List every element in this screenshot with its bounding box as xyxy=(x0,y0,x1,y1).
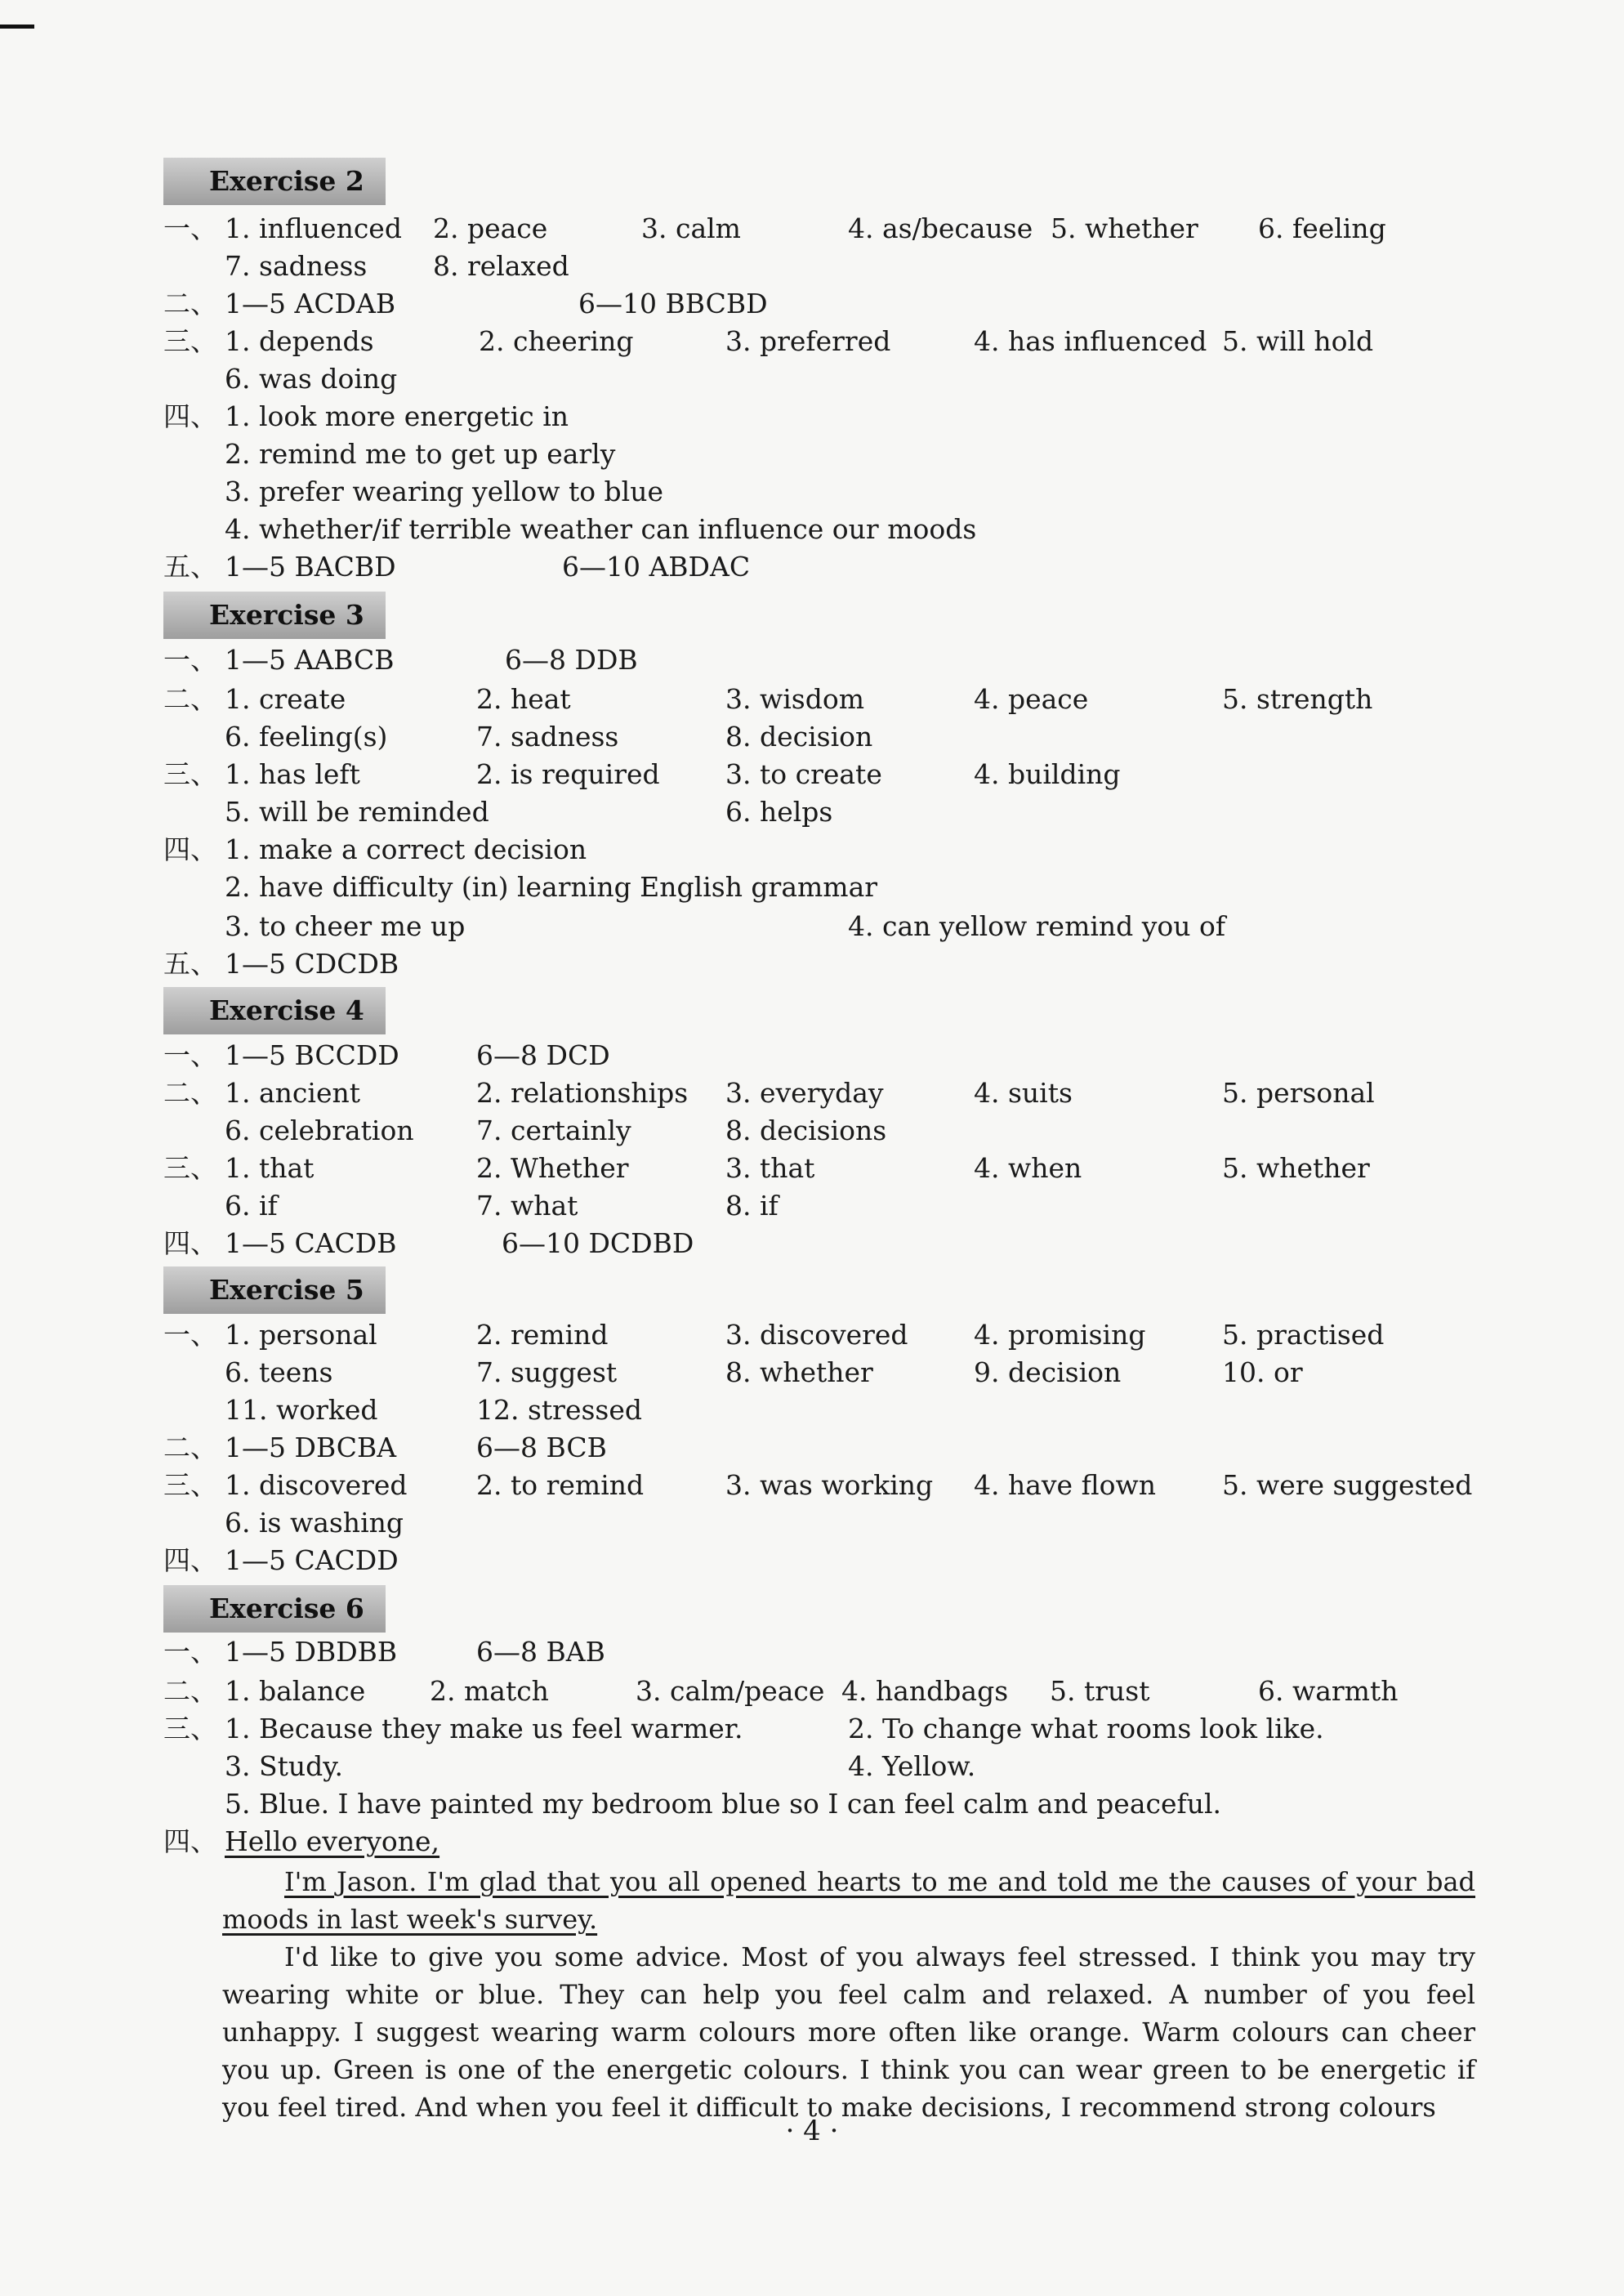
answer: 1. ancient xyxy=(225,1077,360,1109)
answer: 3. everyday xyxy=(725,1077,884,1109)
answer: 5. whether xyxy=(1051,212,1198,244)
section-number: 四、 xyxy=(163,1825,217,1857)
answer: 2. match xyxy=(430,1675,549,1707)
answer: 3. to create xyxy=(725,758,882,790)
answer: 7. certainly xyxy=(476,1114,631,1146)
answer: 6. celebration xyxy=(225,1114,414,1146)
exercise-2-header: Exercise 2 xyxy=(163,158,386,205)
answer: 6—10 DCDBD xyxy=(502,1227,694,1259)
answer: 11. worked xyxy=(225,1394,378,1426)
answer: 2. cheering xyxy=(479,325,634,357)
answer: 4. whether/if terrible weather can influence our moods xyxy=(225,513,977,545)
answer: 5. will be reminded xyxy=(225,796,489,828)
answer: 4. suits xyxy=(974,1077,1073,1109)
answer: 4. have flown xyxy=(974,1469,1156,1501)
section-number: 一、 xyxy=(163,1039,217,1071)
answer: 4. can yellow remind you of xyxy=(848,910,1226,942)
answer: 8. decisions xyxy=(725,1114,887,1146)
answer: 1. make a correct decision xyxy=(225,833,587,865)
section-number: 一、 xyxy=(163,1319,217,1351)
section-number: 一、 xyxy=(163,212,217,244)
answer: 4. handbags xyxy=(841,1675,1009,1707)
answer: 4. promising xyxy=(974,1319,1146,1351)
answer: 5. strength xyxy=(1222,683,1373,715)
answer: 3. that xyxy=(725,1152,815,1184)
answer: 12. stressed xyxy=(476,1394,642,1426)
section-number: 四、 xyxy=(163,1227,217,1259)
answer: 8. relaxed xyxy=(433,250,569,282)
answer: 8. if xyxy=(725,1190,779,1222)
answer: 3. preferred xyxy=(725,325,891,357)
answer: 10. or xyxy=(1222,1356,1303,1388)
exercise-5-header: Exercise 5 xyxy=(163,1266,386,1314)
answer: 6—8 DCD xyxy=(476,1039,610,1071)
answer: 4. building xyxy=(974,758,1121,790)
answer: 4. Yellow. xyxy=(848,1750,976,1782)
exercise-6-header: Exercise 6 xyxy=(163,1585,386,1633)
answer: 2. remind xyxy=(476,1319,609,1351)
answer: 1. personal xyxy=(225,1319,377,1351)
answer: 1. look more energetic in xyxy=(225,400,569,432)
answer: 6. warmth xyxy=(1258,1675,1399,1707)
answer: 2. to remind xyxy=(476,1469,645,1501)
answer: 2. Whether xyxy=(476,1152,629,1184)
answer: 8. decision xyxy=(725,721,873,753)
section-number: 四、 xyxy=(163,833,217,865)
section-number: 四、 xyxy=(163,1544,217,1576)
answer: 4. peace xyxy=(974,683,1089,715)
answer: 6—8 DDB xyxy=(505,644,638,676)
answer: 5. Blue. I have painted my bedroom blue so I can feel calm and peaceful. xyxy=(225,1788,1222,1820)
answer: 6—8 BCB xyxy=(476,1432,607,1463)
answer: 5. were suggested xyxy=(1222,1469,1473,1501)
page-number: · 4 · xyxy=(785,2115,839,2147)
answer: 5. will hold xyxy=(1222,325,1374,357)
corner-mark xyxy=(0,25,34,29)
answer: 7. suggest xyxy=(476,1356,618,1388)
answer: 7. sadness xyxy=(476,721,619,753)
answer: 1—5 CACDB xyxy=(225,1227,397,1259)
section-number: 四、 xyxy=(163,400,217,432)
answer: 5. practised xyxy=(1222,1319,1385,1351)
answer: 4. when xyxy=(974,1152,1082,1184)
answer: 2. remind me to get up early xyxy=(225,438,616,470)
answer: 1. depends xyxy=(225,325,374,357)
answer: 1—5 BCCDD xyxy=(225,1039,399,1071)
answer: 6. if xyxy=(225,1190,278,1222)
answer: 6—10 BBCBD xyxy=(578,288,768,319)
section-number: 二、 xyxy=(163,683,217,715)
answer: 2. heat xyxy=(476,683,571,715)
answer: 1—5 ACDAB xyxy=(225,288,396,319)
section-number: 一、 xyxy=(163,1636,217,1668)
section-number: 三、 xyxy=(163,325,217,357)
answer: 3. Study. xyxy=(225,1750,343,1782)
answer: 1. discovered xyxy=(225,1469,408,1501)
answer: 3. calm xyxy=(641,212,741,244)
essay-body xyxy=(222,1863,1475,2126)
section-number: 三、 xyxy=(163,1713,217,1744)
section-number: 二、 xyxy=(163,1675,217,1707)
answer: 1. influenced xyxy=(225,212,402,244)
answer: 1—5 CACDD xyxy=(225,1544,399,1576)
section-number: 五、 xyxy=(163,948,217,980)
answer: 6. feeling(s) xyxy=(225,721,388,753)
exercise-4-header: Exercise 4 xyxy=(163,987,386,1034)
section-number: 二、 xyxy=(163,1077,217,1109)
exercise-3-header: Exercise 3 xyxy=(163,592,386,639)
answer: 5. personal xyxy=(1222,1077,1375,1109)
answer: 4. has influenced xyxy=(974,325,1207,357)
answer: 1. has left xyxy=(225,758,360,790)
answer: 1. balance xyxy=(225,1675,366,1707)
answer: 2. peace xyxy=(433,212,548,244)
section-number: 三、 xyxy=(163,1469,217,1501)
answer: 2. is required xyxy=(476,758,660,790)
answer: 6—8 BAB xyxy=(476,1636,605,1668)
section-number: 二、 xyxy=(163,288,217,319)
answer: 6. was doing xyxy=(225,363,398,395)
answer: 5. trust xyxy=(1050,1675,1150,1707)
answer: 1. Because they make us feel warmer. xyxy=(225,1713,743,1744)
answer: 2. have difficulty (in) learning English grammar xyxy=(225,871,878,903)
answer: 1—5 AABCB xyxy=(225,644,395,676)
answer: 5. whether xyxy=(1222,1152,1370,1184)
answer: 1—5 DBCBA xyxy=(225,1432,397,1463)
answer: 2. relationships xyxy=(476,1077,689,1109)
answer: 1—5 CDCDB xyxy=(225,948,399,980)
answer: 6—10 ABDAC xyxy=(562,551,751,583)
essay-paragraph-2: I'd like to give you some advice. Most of you always feel stressed. I think you may try wearing white or blue. They can help you feel calm and relaxed. A number of you feel unhappy. I suggest wearing warm colours more often like orange. Warm colours can cheer you up. Green is one of the energetic colours. I think you can wear green to be energetic if you feel tired. And when you feel it difficult to make decisions, I recommend strong colours xyxy=(222,1941,1475,2123)
section-number: 二、 xyxy=(163,1432,217,1463)
answer: 7. sadness xyxy=(225,250,368,282)
answer: 3. to cheer me up xyxy=(225,910,466,942)
answer: 3. discovered xyxy=(725,1319,908,1351)
answer: 1. create xyxy=(225,683,346,715)
answer: 3. prefer wearing yellow to blue xyxy=(225,476,664,507)
answer: 3. wisdom xyxy=(725,683,864,715)
answer: 3. was working xyxy=(725,1469,934,1501)
answer: 2. To change what rooms look like. xyxy=(848,1713,1324,1744)
answer: 8. whether xyxy=(725,1356,873,1388)
section-number: 一、 xyxy=(163,644,217,676)
section-number: 三、 xyxy=(163,1152,217,1184)
answer: 1. that xyxy=(225,1152,315,1184)
answer: 7. what xyxy=(476,1190,578,1222)
answer: 6. teens xyxy=(225,1356,333,1388)
answer: 1—5 DBDBB xyxy=(225,1636,398,1668)
answer: 4. as/because xyxy=(848,212,1033,244)
essay-paragraph-1: I'm Jason. I'm glad that you all opened hearts to me and told me the causes of your bad moods in last week's survey. xyxy=(222,1866,1475,1935)
answer: 3. calm/peace xyxy=(636,1675,825,1707)
answer: 6. feeling xyxy=(1258,212,1386,244)
answer: 9. decision xyxy=(974,1356,1122,1388)
answer: 6. is washing xyxy=(225,1507,404,1539)
answer: 1—5 BACBD xyxy=(225,551,396,583)
essay-greeting: Hello everyone, xyxy=(225,1825,440,1857)
section-number: 五、 xyxy=(163,551,217,583)
answer: 6. helps xyxy=(725,796,833,828)
section-number: 三、 xyxy=(163,758,217,790)
